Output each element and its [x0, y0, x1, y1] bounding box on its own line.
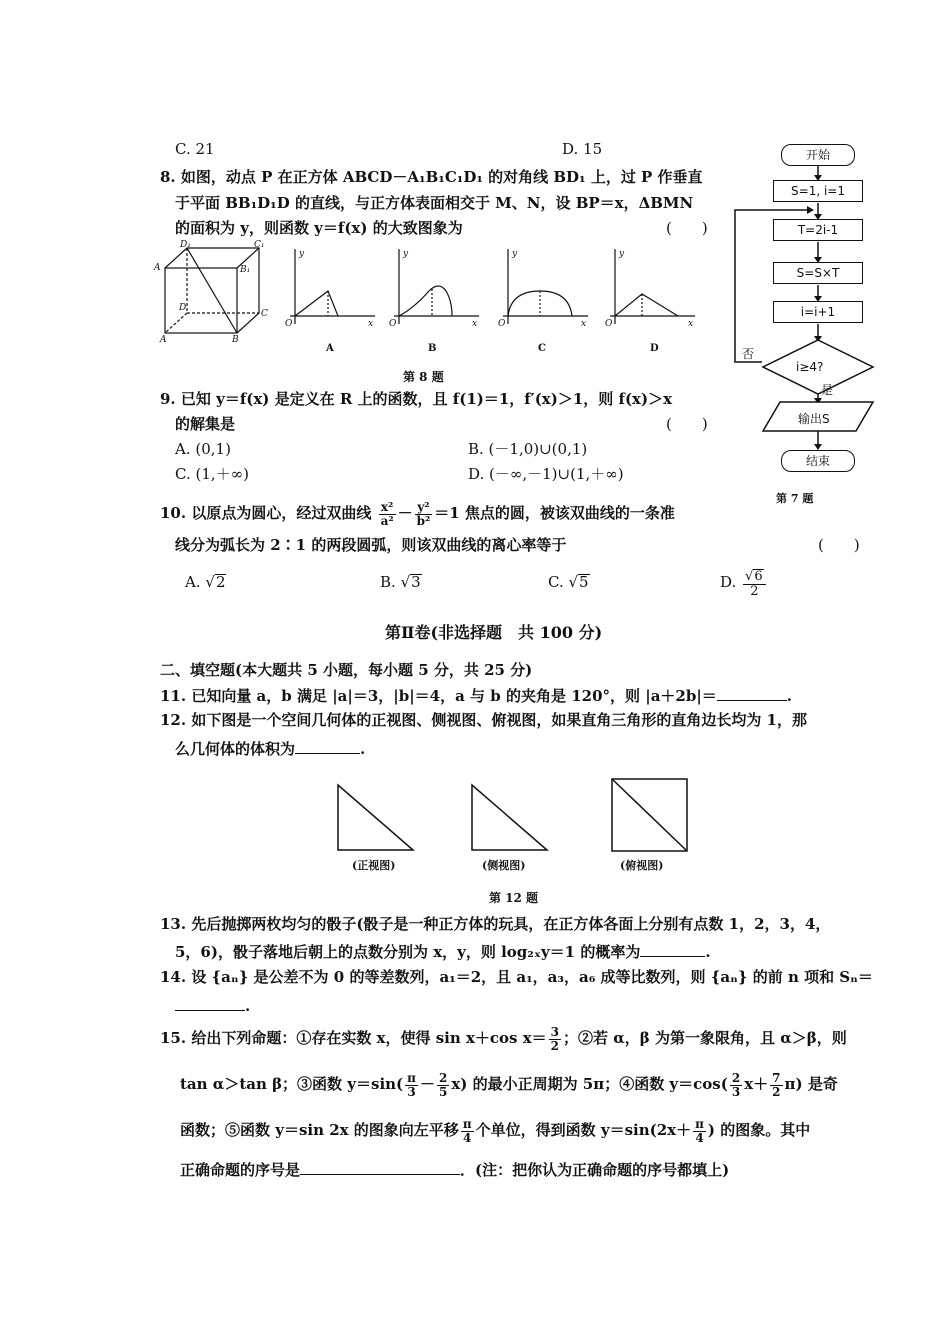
cube-label-a: A: [160, 335, 167, 345]
figure-12-caption: 第 12 题: [489, 891, 539, 905]
q7-option-c: C. 21: [175, 140, 215, 158]
q8-line1: 8. 如图，动点 P 在正方体 ABCD－A₁B₁C₁D₁ 的对角线 BD₁ 上，过 P 作垂直: [160, 168, 703, 186]
flow-condition: i≥4?: [796, 360, 824, 374]
graph-option-a: [280, 246, 380, 331]
q11-text: 11. 已知向量 a，b 满足 |a|＝3，|b|＝4，a 与 b 的夹角是 120°，则 |a＋2b|＝ .: [160, 687, 793, 705]
svg-text:O: O: [498, 319, 506, 329]
q8-line2: 于平面 BB₁D₁D 的直线，与正方体表面相交于 M、N，设 BP＝x，ΔBMN: [175, 194, 694, 212]
graph-option-d: [600, 246, 700, 331]
flow-output: 输出S: [798, 412, 830, 426]
q13-answer-blank: [640, 942, 705, 957]
svg-text:x: x: [472, 319, 478, 329]
q9-option-d: D. (－∞,－1)∪(1,＋∞): [468, 465, 624, 483]
q15-line2: tan α＞tan β；③函数 y＝sin( $\frac{\pi}{3}$ － $\frac{2}{5}$ x) 的最小正周期为 5π；④函数 y＝cos( $\frac{2}{3}$ x＋ $\frac{7}{2}$ π) 是奇: [180, 1070, 838, 1099]
svg-text:O: O: [605, 319, 613, 329]
cube-label-a1: A: [154, 263, 161, 273]
svg-text:x: x: [368, 319, 374, 329]
q9-option-b: B. (－1,0)∪(0,1): [468, 440, 588, 458]
cube-label-c1: C₁: [254, 240, 265, 250]
cube-label-b1: B₁: [240, 265, 251, 275]
graph-option-c: [493, 246, 593, 331]
q10-option-b: B. √3: [380, 573, 421, 591]
flow-no-label: 否: [742, 347, 755, 361]
q9-answer-paren: ( ): [666, 415, 708, 433]
q11-answer-blank: [717, 686, 787, 701]
svg-text:O: O: [285, 319, 293, 329]
q12-line2: 么几何体的体积为 .: [175, 740, 366, 758]
front-view-triangle: [333, 782, 423, 854]
flow-init: S=1, i=1: [773, 180, 863, 202]
flow-end: 结束: [781, 450, 855, 472]
figure-7-caption: 第 7 题: [776, 492, 814, 505]
top-view-square: [607, 776, 697, 854]
cube-label-d: D: [179, 303, 187, 313]
q9-option-a: A. (0,1): [175, 440, 231, 458]
q14-line1: 14. 设 {aₙ} 是公差不为 0 的等差数列，a₁＝2，且 a₁，a₃，a₆ 成等比数列，则 {aₙ} 的前 n 项和 Sₙ＝: [160, 968, 873, 986]
flow-step2: S=S×T: [773, 262, 863, 284]
graph-label-a: A: [326, 343, 334, 354]
svg-text:y: y: [619, 249, 625, 259]
q10-option-d: D. $\frac{√6}{2}$: [720, 565, 768, 599]
q10-answer-paren: ( ): [818, 536, 860, 554]
graph-label-b: B: [428, 343, 437, 354]
q8-line3: 的面积为 y，则函数 y＝f(x) 的大致图象为: [175, 219, 463, 237]
q13-line2: 5，6)，骰子落地后朝上的点数分别为 x，y，则 log₂ₓy＝1 的概率为 .: [175, 943, 711, 961]
svg-text:x: x: [688, 319, 694, 329]
q9-option-c: C. (1,＋∞): [175, 465, 249, 483]
section-2-title: 第Ⅱ卷(非选择题 共 100 分): [385, 623, 603, 642]
front-view-label: (正视图): [352, 859, 396, 872]
fill-in-header: 二、填空题(本大题共 5 小题，每小题 5 分，共 25 分): [160, 661, 533, 679]
q14-line2: .: [175, 996, 250, 1015]
q13-line1: 13. 先后抛掷两枚均匀的骰子(骰子是一种正方体的玩具，在正方体各面上分别有点数 1，2，3，4，: [160, 915, 831, 933]
graph-option-b: [384, 246, 484, 331]
q12-answer-blank: [295, 739, 360, 754]
flow-start: 开始: [781, 144, 855, 166]
graph-label-c: C: [538, 343, 546, 354]
flow-yes-label: 是: [821, 383, 834, 397]
top-view-label: (俯视图): [620, 859, 664, 872]
q9-line1: 9. 已知 y＝f(x) 是定义在 R 上的函数，且 f(1)＝1，f′(x)＞1，则 f(x)＞x: [160, 390, 673, 408]
q10-option-c: C. √5: [548, 573, 589, 591]
side-view-triangle: [467, 782, 557, 854]
flow-step1: T=2i-1: [773, 219, 863, 241]
graph-label-d: D: [650, 343, 659, 354]
q10-line1: 10. 以原点为圆心，经过双曲线 $\frac{\text{x²}}{\text{a²}}$ － $\frac{\text{y²}}{\text{b²}}$ ＝1 焦点的圆，被该双曲线的一条准: [160, 499, 675, 528]
svg-text:y: y: [299, 249, 305, 259]
q7-option-d: D. 15: [562, 140, 603, 158]
cube-figure: [152, 240, 272, 345]
svg-text:y: y: [403, 249, 409, 259]
svg-text:x: x: [581, 319, 587, 329]
cube-label-d1: D₁: [180, 240, 191, 250]
q15-line4: 正确命题的序号是 ．(注：把你认为正确命题的序号都填上): [180, 1161, 730, 1179]
svg-text:O: O: [389, 319, 397, 329]
q8-answer-paren: ( ): [666, 219, 708, 237]
q9-line2: 的解集是: [175, 415, 236, 433]
q15-line3: 函数；⑤函数 y＝sin 2x 的图象向左平移 $\frac{\pi}{4}$ 个单位，得到函数 y＝sin(2x＋ $\frac{\pi}{4}$ ) 的图象。其中: [180, 1116, 811, 1145]
q14-answer-blank: [175, 996, 245, 1011]
side-view-label: (侧视图): [482, 859, 526, 872]
q10-frac-y: $\frac{\text{y²}}{\text{b²}}$: [416, 499, 431, 528]
cube-label-c: C: [261, 309, 268, 319]
cube-label-b: B: [232, 335, 239, 345]
q15-line1: 15. 给出下列命题：①存在实数 x，使得 sin x＋cos x＝ $\frac{3}{2}$ ；②若 α，β 为第一象限角，且 α＞β，则: [160, 1024, 847, 1053]
flow-step3: i=i+1: [773, 301, 863, 323]
q15-answer-blank: [300, 1160, 460, 1175]
q10-line2: 线分为弧长为 2∶1 的两段圆弧，则该双曲线的离心率等于: [175, 536, 567, 554]
figure-8-caption: 第 8 题: [403, 370, 444, 384]
q12-line1: 12. 如下图是一个空间几何体的正视图、侧视图、俯视图，如果直角三角形的直角边长均为 1，那: [160, 711, 807, 729]
svg-text:y: y: [512, 249, 518, 259]
q10-option-a: A. √2: [185, 573, 226, 591]
q10-frac-x: $\frac{\text{x²}}{\text{a²}}$: [380, 499, 394, 528]
